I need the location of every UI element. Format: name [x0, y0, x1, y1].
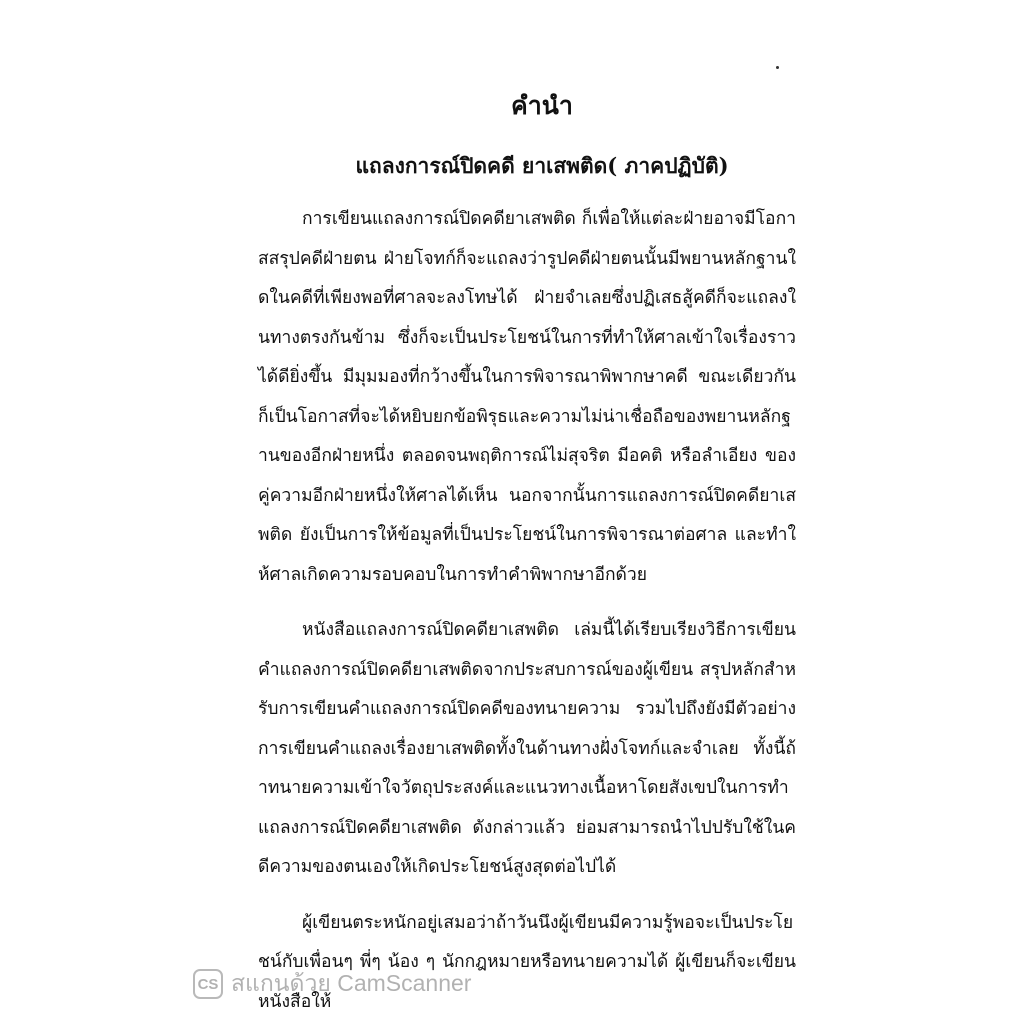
camscanner-watermark — [193, 967, 471, 1001]
camscanner-logo-icon: CS — [193, 969, 223, 999]
paragraph-1: การเขียนแถลงการณ์ปิดคดียาเสพติด ก็เพื่อให้แต่ละฝ่ายอาจมีโอกาสสรุปคดีฝ่ายตน ฝ่ายโจทก์ก็จะแถลงว่ารูปคดีฝ่ายตนนั้นมีพยานหลักฐานใดในคดีที่เพียงพอที่ศาลจะลงโทษได้ ฝ่ายจำเลยซึ่งปฏิเสธสู้คดีก็จะแถลงในทางตรงกันข้าม ซึ่งก็จะเป็นประโยชน์ในการที่ทำให้ศาลเข้าใจเรื่องราวได้ดียิ่งขึ้น มีมุมมองที่กว้างขึ้นในการพิจารณาพิพากษาคดี ขณะเดียวกันก็เป็นโอกาสที่จะได้หยิบยกข้อพิรุธและความไม่น่าเชื่อถือของพยานหลักฐานของอีกฝ่ายหนึ่ง ตลอดจนพฤติการณ์ไม่สุจริต มีอคติ หรือลำเอียง ของคู่ความอีกฝ่ายหนึ่งให้ศาลได้เห็น นอกจากนั้นการแถลงการณ์ปิดคดียาเสพติด ยังเป็นการให้ข้อมูลที่เป็นประโยชน์ในการพิจารณาต่อศาล และทำให้ศาลเกิดความรอบคอบในการทำคำพิพากษาอีกด้วย — [258, 209, 796, 585]
paragraph-3: ผู้เขียนตระหนักอยู่เสมอว่าถ้าวันนึงผู้เขียนมีความรู้พอจะเป็นประโยชน์กับเพื่อนๆ พี่ๆ น้อง ๆ นักกฎหมายหรือทนายความได้ ผู้เขียนก็จะเขียนหนังสือให้ — [258, 912, 796, 1012]
document-body — [258, 200, 796, 1022]
page-title: คำนำ — [511, 91, 573, 120]
watermark-text: สแกนด้วย CamScanner — [231, 970, 472, 996]
paragraph-2: หนังสือแถลงการณ์ปิดคดียาเสพติด เล่มนี้ได้เรียบเรียงวิธีการเขียนคำแถลงการณ์ปิดคดียาเสพติดจากประสบการณ์ของผู้เขียน สรุปหลักสำหรับการเขียนคำแถลงการณ์ปิดคดีของทนายความ รวมไปถึงยังมีตัวอย่างการเขียนคำแถลงเรื่องยาเสพติดทั้งในด้านทางฝั่งโจทก์และจำเลย ทั้งนี้ถ้าทนายความเข้าใจวัตถุประสงค์และแนวทางเนื้อหาโดยสังเขปในการทำแถลงการณ์ปิดคดียาเสพติด ดังกล่าวแล้ว ย่อมสามารถนำไปปรับใช้ในคดีความของตนเองให้เกิดประโยชน์สูงสุดต่อไปได้ — [258, 620, 796, 877]
page-subtitle: แถลงการณ์ปิดคดี ยาเสพติด( ภาคปฏิบัติ) — [355, 153, 729, 178]
scan-speck — [776, 66, 779, 69]
